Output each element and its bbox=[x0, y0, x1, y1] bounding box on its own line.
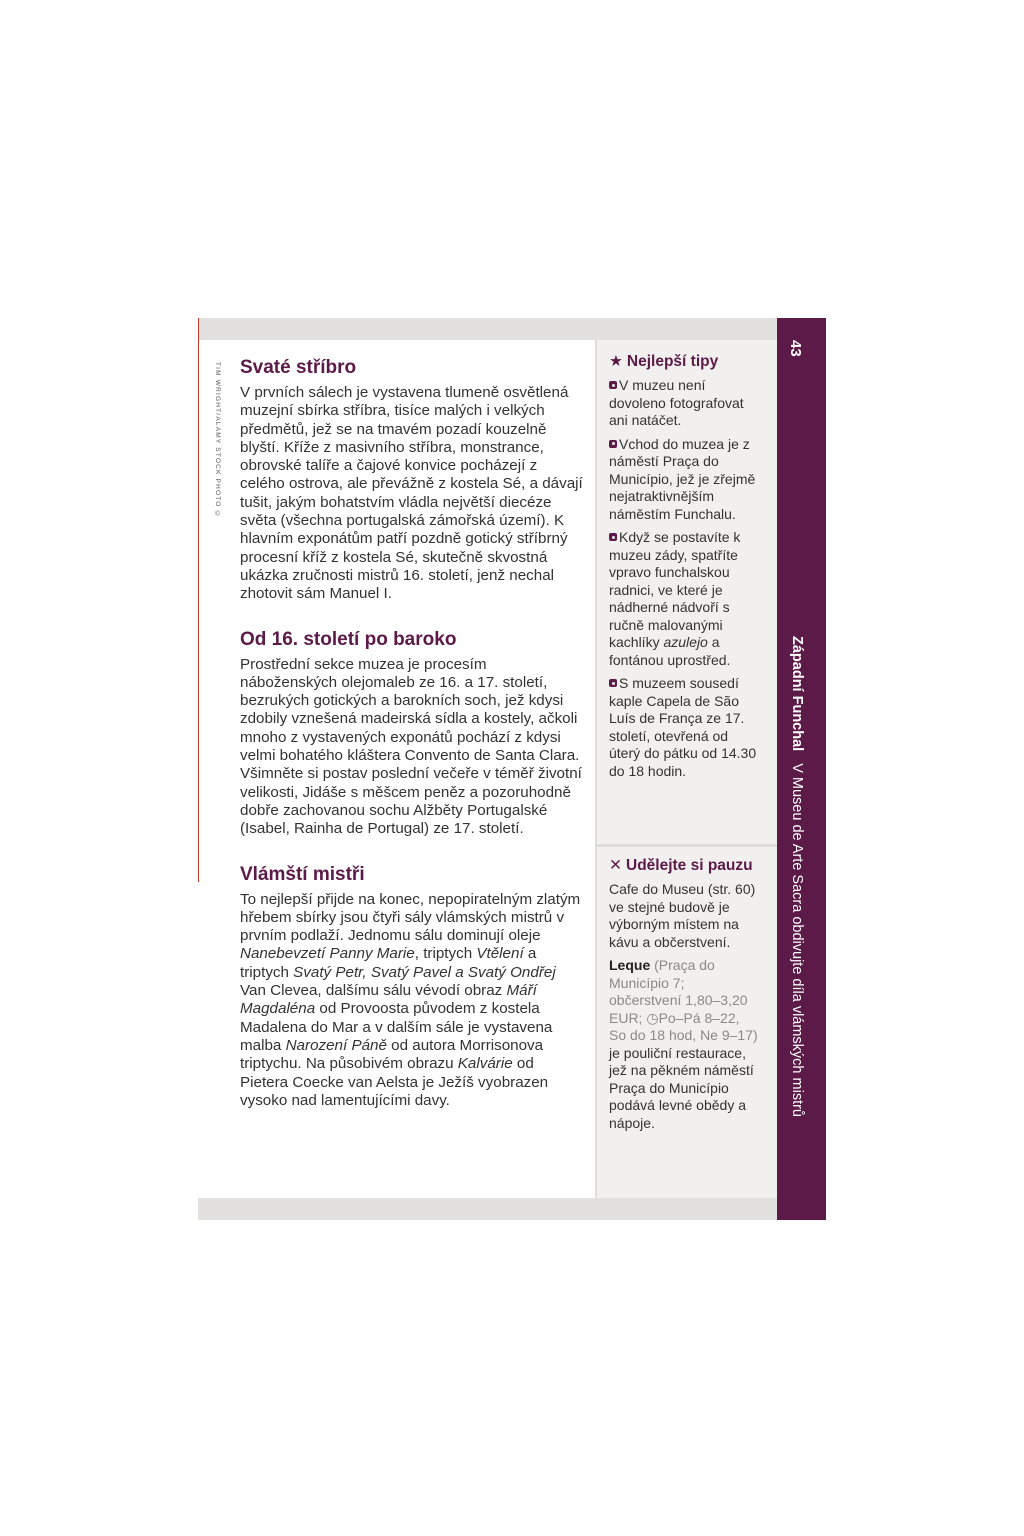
text-run: To nejlepší přijde na konec, nepopiratelným zlatým hřebem sbírky jsou čtyři sály vlámských mistrů v prvním podlaží. Jednomu sálu dominují oleje bbox=[240, 890, 581, 945]
page-edge-line bbox=[198, 318, 199, 882]
leque-entry bbox=[609, 957, 759, 1132]
top-band bbox=[198, 318, 777, 340]
cutlery-icon: ✕ bbox=[609, 857, 622, 874]
text-run: Van Clevea, dalšímu sálu vévodí obraz bbox=[240, 982, 507, 1000]
tip-text: a fontánou uprostřed. bbox=[609, 634, 731, 668]
clock-icon: ◷ bbox=[646, 1009, 659, 1026]
bottom-band bbox=[198, 1198, 777, 1220]
section-title: Vlámští mistři bbox=[240, 863, 365, 885]
tip-text: Vchod do muzea je z náměstí Praça do Município, jež je zřejmě nejatraktivnějším náměstím Funchalu. bbox=[609, 435, 756, 522]
page-number: 43 bbox=[787, 340, 804, 357]
chapter-tab bbox=[777, 318, 826, 1220]
bullet-icon bbox=[609, 533, 617, 541]
main-column bbox=[240, 356, 585, 1134]
tips-box bbox=[609, 352, 759, 786]
bullet-icon bbox=[609, 679, 617, 687]
artwork-title: Nanebevzetí Panny Marie bbox=[240, 945, 415, 963]
text-run: od autora Morrisonova triptychu. Na působivém obrazu bbox=[240, 1036, 544, 1073]
star-icon: ★ bbox=[609, 353, 623, 370]
artwork-title: Svatý Petr, Svatý Pavel a Svatý Ondřej bbox=[293, 963, 556, 981]
artwork-title: Máří Magdaléna bbox=[240, 982, 537, 1018]
tip-item bbox=[609, 377, 759, 430]
restaurant-text: je pouliční restaurace, jež na pěkném náměstí Praça do Município podává levné obědy a nápoje. bbox=[609, 1044, 754, 1131]
tip-text: V muzeu není dovoleno fotografovat ani natáčet. bbox=[609, 377, 744, 428]
section-text: Prostřední sekce muzea je procesím náboženských olejomaleb ze 16. a 17. století, bezrukých gotických a barokních soch, jež kdysi zdobily vznešená madeirská sídla a kostely, ačkoli mnoho z vystavených exponátů pochází z kdysi velmi bohatého kláštera Convento de Santa Clara. Všimněte si postav poslední večeře v téměř životní velikosti, Jidáše s měšcem peněz a pozoruhodně dobře zachovanou sochu Alžběty Portugalské (Isabel, Rainha de Portugal) ze 17. století. bbox=[240, 655, 582, 838]
text-run: a triptych bbox=[240, 945, 537, 981]
chapter-subtitle: V Museu de Arte Sacra obdivujte díla vlámských mistrů bbox=[789, 763, 805, 1117]
section-title: Od 16. století po baroko bbox=[240, 628, 457, 650]
section-text bbox=[240, 891, 585, 1111]
restaurant-name: Leque bbox=[609, 957, 651, 973]
tip-italic: azulejo bbox=[663, 634, 708, 650]
tip-item bbox=[609, 436, 759, 524]
sidebar-divider bbox=[597, 844, 779, 847]
tip-item bbox=[609, 675, 759, 780]
break-title bbox=[609, 856, 759, 875]
opening-hours: Po–Pá 8–22, So do 18 hod, Ne 9–17) bbox=[609, 1009, 758, 1043]
text-run: od Provoosta původem z kostela Madalena do Mar a v dalším sále je vystavena malba bbox=[240, 1000, 553, 1054]
tip-item bbox=[609, 529, 759, 669]
sidebar bbox=[595, 340, 779, 1198]
bullet-icon bbox=[609, 440, 617, 448]
text-run: , triptych bbox=[414, 945, 477, 963]
tip-text: S muzeem sousedí kaple Capela de São Luís de França ze 17. století, otevřená od úterý do pátku od 14.30 do 18 hodin. bbox=[609, 675, 757, 779]
bullet-icon bbox=[609, 381, 617, 389]
artwork-title: Narození Páně bbox=[285, 1036, 387, 1054]
photo-credit: TIM WRIGHT/ALAMY STOCK PHOTO © bbox=[214, 362, 221, 519]
break-title-text: Udělejte si pauzu bbox=[626, 857, 753, 874]
tip-text: Když se postavíte k muzeu zády, spatříte vpravo funchalskou radnici, ve které je nádherné nádvoří s ručně malovanými kachlíky bbox=[609, 529, 741, 650]
break-text: Cafe do Museu (str. 60) ve stejné budově je výborným místem na kávu a občerstvení. bbox=[609, 881, 756, 950]
running-header bbox=[789, 636, 805, 1117]
artwork-title: Kalvárie bbox=[457, 1055, 513, 1073]
section-text: V prvních sálech je vystavena tlumeně osvětlená muzejní sbírka stříbra, tisíce malých i velkých předmětů, jež se na tmavém pozadí kouzelně blyští. Kříže z masivního stříbra, monstrance, obrovské talíře a čajové konvice pocházejí z celého ostrova, ale převážně z kostela Sé, a dávají tušit, jakým bohatstvím vládla největší diecéze světa (všechna portugalská zámořská území). K hlavním exponátům patří pozdně gotický stříbrný procesní kříž z kostela Sé, skutečně skvostná ukázka zručnosti mistrů 16. století, jenž nechal zhotovit sám Manuel I. bbox=[240, 384, 583, 603]
break-box bbox=[609, 856, 759, 1138]
book-page bbox=[198, 318, 826, 1220]
artwork-title: Vtělení bbox=[476, 945, 524, 963]
text-run: od Pietera Coecke van Aelsta je Ježíš vyobrazen vysoko nad lamentujícími davy. bbox=[240, 1055, 549, 1109]
tips-title-text: Nejlepší tipy bbox=[626, 353, 719, 370]
section-title: Svaté stříbro bbox=[240, 357, 357, 378]
restaurant-info: (Praça do Município 7; občerstvení 1,80–3,20 EUR; bbox=[609, 957, 748, 1026]
chapter-name: Západní Funchal bbox=[789, 636, 805, 752]
tips-title bbox=[609, 352, 759, 371]
